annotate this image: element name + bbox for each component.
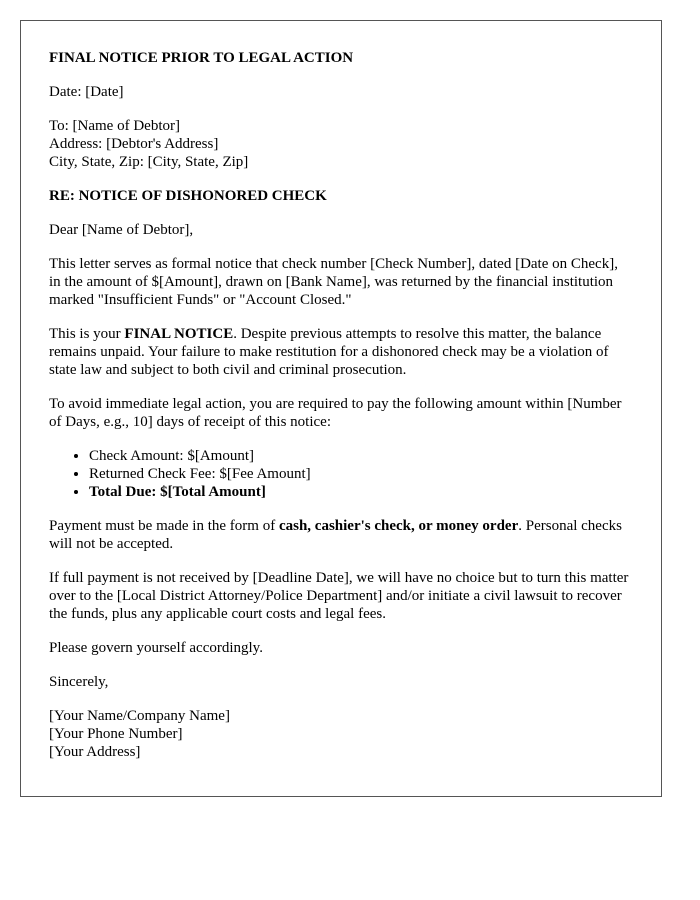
recipient-address: Address: [Debtor's Address] (49, 136, 219, 152)
paragraph-check-details: This letter serves as formal notice that check number [Check Number], dated [Date on Check], in the amount of $[Amount], drawn on [Bank Name], was returned by the financial institution marked "Insufficient Funds" or "Account Closed." (49, 256, 618, 308)
list-item-check-amount: • Check Amount: $[Amount] (89, 447, 633, 465)
date-line: Date: [Date] (49, 84, 124, 100)
final-notice-intro: This is your (49, 326, 125, 342)
final-notice-emphasis: FINAL NOTICE (124, 326, 234, 342)
closing: Sincerely, (49, 674, 109, 690)
paragraph-govern: Please govern yourself accordingly. (49, 640, 263, 656)
paragraph-final-notice (49, 325, 633, 379)
signature-phone: [Your Phone Number] (49, 726, 183, 742)
paragraph-consequences: If full payment is not received by [Deadline Date], we will have no choice but to turn this matter over to the [Local District Attorney/Police Department] and/or initiate a civil lawsuit to recover the funds, plus any applicable court costs and legal fees. (49, 570, 629, 622)
recipient-block (49, 117, 633, 171)
signature-block (49, 707, 633, 761)
final-notice-body: . Despite previous attempts to resolve this matter, the balance remains unpaid. Your failure to make restitution for a dishonored check may be a violation of state law and subject to both civil and criminal prosecution. (49, 326, 609, 378)
signature-name: [Your Name/Company Name] (49, 708, 230, 724)
recipient-city: City, State, Zip: [City, State, Zip] (49, 154, 249, 170)
list-item-fee: • Returned Check Fee: $[Fee Amount] (89, 465, 633, 483)
salutation: Dear [Name of Debtor], (49, 222, 194, 238)
signature-address: [Your Address] (49, 744, 141, 760)
paragraph-payment-form (49, 517, 633, 553)
paragraph-payment-request: To avoid immediate legal action, you are required to pay the following amount within [Number of Days, e.g., 10] days of receipt of this notice: (49, 396, 622, 430)
letter-frame (20, 20, 662, 797)
payment-form-emphasis: cash, cashier's check, or money order (278, 518, 519, 534)
recipient-name: To: [Name of Debtor] (49, 118, 180, 134)
payment-form-intro: Payment must be made in the form of (49, 518, 279, 534)
letter-title: FINAL NOTICE PRIOR TO LEGAL ACTION (49, 50, 354, 66)
subject-line: RE: NOTICE OF DISHONORED CHECK (49, 188, 327, 204)
payment-form-body: . Personal checks will not be accepted. (49, 518, 622, 552)
list-item-total: • Total Due: $[Total Amount] (89, 483, 633, 501)
amount-list (49, 447, 633, 501)
